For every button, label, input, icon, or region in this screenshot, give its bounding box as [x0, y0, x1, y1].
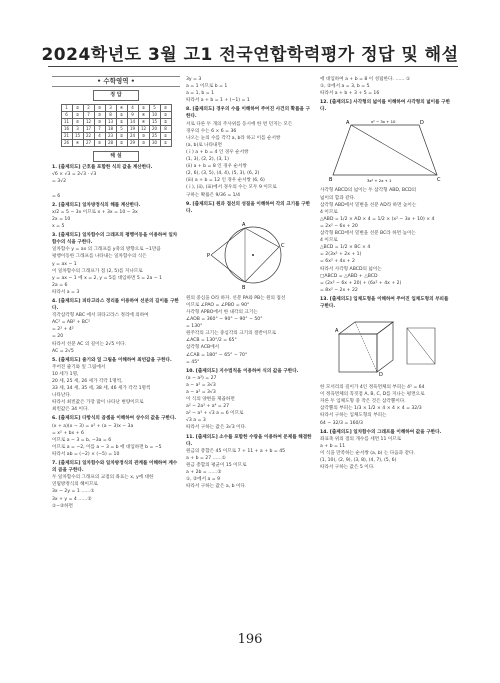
- solution-line: = 130°: [186, 324, 203, 330]
- solution-line: 따라서 구하는 값은 5 이다.: [320, 465, 375, 471]
- column-3: [320, 76, 452, 471]
- answer-number: 8: [105, 112, 116, 119]
- answer-value: ④: [116, 105, 127, 112]
- problem-heading: 5. [출제의도] 줄기와 잎 그림을 이해하여 최빈값을 구한다.: [52, 357, 172, 363]
- solution-line: (ii) a + b = 8 인 경우 순서쌍: [186, 164, 247, 170]
- answer-number: 12: [83, 119, 94, 126]
- problem-heading: 8. [출제의도] 경우의 수를 이해하여 주어진 사건의 확률을 구한다.: [186, 107, 311, 120]
- solution-line: 33 세, 34 세, 35 세, 38 세, 46 세가 각각 1명씩: [52, 386, 151, 392]
- solution-line: 삼각형 ACB에서: [186, 345, 220, 351]
- solution-line: □ABCD = △ABD + △BCD: [320, 273, 378, 279]
- explanation-box-label: 해 설: [93, 151, 139, 162]
- solution-line: 한 모서리의 길이가 4인 정육면체의 부피는 4³ = 64: [320, 385, 425, 391]
- solution-line: x/2 = 5 − 3x 이므로 x + 3x = 10 − 3x: [52, 209, 138, 215]
- answer-value: ①: [160, 133, 171, 140]
- solution-line: 연립방정식의 해이므로: [52, 482, 98, 488]
- title-rule: [48, 66, 458, 67]
- solution-line: [52, 186, 180, 193]
- solution-line: 원금의 총합은 45 이므로 7 + 11 + a + b = 45: [186, 448, 286, 454]
- solution-line: 삼각형 BCD에서 밑변을 선분 BC라 하면 높이는: [320, 231, 416, 237]
- answer-value: ③: [138, 133, 149, 140]
- problem-heading: 14. [출제의도] 일차함수의 그래프를 이해하여 값을 구한다.: [320, 429, 442, 435]
- answer-number: 17: [83, 126, 94, 133]
- answer-number: 5: [149, 105, 160, 112]
- solution-line: a = 1 이므로 b = 1: [186, 84, 228, 90]
- solution-line: 이 식의 양변을 제곱하면: [186, 397, 235, 403]
- answer-number: 4: [127, 105, 138, 112]
- solution-line: a = 1, b = 1: [186, 91, 215, 97]
- column-2: [186, 76, 314, 490]
- solution-line: 서로 다른 두 개의 주사위를 동시에 한 번 던지는 모든: [186, 121, 293, 127]
- solution-line: (a, b)로 나타내면: [186, 142, 222, 148]
- solution-line: 2x = 10: [52, 216, 71, 222]
- solution-line: (iii) a + b = 12 인 경우 순서쌍 (6, 6): [186, 178, 265, 184]
- answer-row: [61, 133, 171, 140]
- page-number: 196: [237, 632, 263, 647]
- solution-line: 이므로 a − 3 = b, −3a = 6: [52, 437, 112, 443]
- solution-line: 직각삼각형 ABC 에서 피타고라스 정리에 의하여: [52, 313, 149, 319]
- solution-line: = 6x² + 4x + 2: [320, 259, 355, 265]
- problem-heading: 7. [출제의도] 일차함수와 일차방정식의 관계를 이해하여 계수의 곱을 구한다.: [52, 461, 178, 474]
- solution-line: 2a = 6: [52, 282, 68, 288]
- solution-line: a² − a³ + √3 a = 6 이므로: [186, 411, 244, 417]
- solution-line: 평행이동한 그래프를 나타내는 일차함수의 식은: [52, 254, 147, 260]
- answer-number: 13: [105, 119, 116, 126]
- solution-line: 원주각의 크기는 중심각의 크기의 절반이므로: [186, 331, 277, 337]
- answer-table: [61, 104, 172, 147]
- answer-row: [61, 105, 171, 112]
- solution-line: √3 a = 3: [186, 418, 206, 424]
- answer-value: 8: [160, 126, 171, 133]
- solution-line: 따라서 구하는 값은 3√3 이다.: [186, 425, 247, 431]
- solution-line: a − a² = 3√3: [186, 390, 216, 395]
- answer-value: 15: [72, 133, 83, 140]
- svg-text:x² − 3x + 10: x² − 3x + 10: [371, 119, 396, 125]
- solution-line: 따라서 구하는 값은 a, b 이다.: [186, 484, 247, 490]
- problem-heading: 12. [출제의도] 사각형의 넓이를 이해하여 사각형의 넓이를 구한다.: [320, 100, 451, 113]
- solution-line: ∠AOB = 360° − 90° − 90° − 50°: [186, 317, 263, 323]
- solution-line: 자른 두 입체도형 중 작은 것은 삼각뿔이다.: [320, 399, 406, 405]
- solution-line: 사각형 ABCD의 넓이는 두 삼각형 ABD, BCD의: [320, 188, 417, 194]
- solution-line: 따라서 사각형 ABCD의 넓이는: [320, 266, 382, 272]
- svg-text:D: D: [420, 120, 424, 127]
- solution-line: 사각형 APBO에서 한 내각의 크기는: [186, 309, 258, 315]
- solution-line: 따라서 ab = (−2) × (−5) = 10: [52, 451, 120, 457]
- svg-text:A: A: [346, 120, 350, 127]
- answer-value: ④: [72, 140, 83, 147]
- solution-line: a² − 2a³ + a⁴ = 27: [186, 404, 230, 410]
- svg-text:D: D: [379, 372, 383, 379]
- section-header: • 수학영역 •: [52, 76, 180, 87]
- solution-line: = 2(3x² + 2x + 1): [320, 252, 362, 258]
- solution-line: 경우의 수는 6 × 6 = 36: [186, 128, 237, 134]
- solution-line: 최빈값은 34 이다.: [52, 407, 89, 413]
- answer-value: ①: [116, 119, 127, 126]
- solution-line: 20 세, 25 세, 26 세가 각각 1명씩,: [52, 379, 123, 384]
- answer-value: ①: [138, 105, 149, 112]
- solution-line: 넓이의 합과 같다.: [320, 195, 356, 201]
- problem-heading: 10. [출제의도] 지수법칙을 이용하여 식의 값을 구한다.: [186, 368, 299, 374]
- solution-line: △BCD = 1/2 × BC × 4: [320, 245, 371, 251]
- solution-line: = 8x² − 2x + 22: [320, 287, 358, 293]
- answer-number: 19: [127, 126, 138, 133]
- solution-line: 원금 총합의 평균이 15 이므로: [186, 462, 247, 468]
- answer-number: 6: [61, 112, 72, 119]
- svg-text:C: C: [437, 177, 441, 184]
- answer-value: 7: [94, 126, 105, 133]
- page-title: 2024학년도 3월 고1 전국연합학력평가 정답 및 해설: [41, 45, 459, 65]
- solution-line: 주어진 줄기와 잎 그림에서: [52, 364, 106, 370]
- solution-line: (a − a²) = 27: [186, 375, 217, 381]
- solution-line: 두 일차함수의 그래프의 교점의 좌표는 x, y에 대한: [52, 475, 154, 481]
- svg-text:B: B: [242, 284, 246, 291]
- solution-line: AC² = AB² + BC²: [52, 320, 90, 326]
- answer-value: ⑤: [94, 140, 105, 147]
- solution-line: (2, 6), (3, 5), (4, 4), (5, 3), (6, 2): [186, 171, 260, 177]
- answer-number: 22: [83, 133, 94, 140]
- answer-number: 30: [149, 140, 160, 147]
- answer-row: [61, 140, 171, 147]
- answer-value: ③: [94, 112, 105, 119]
- svg-text:A: A: [335, 328, 339, 335]
- solution-line: √6 × √3 = 2√3 · √3: [52, 172, 97, 178]
- answer-value: ④: [138, 112, 149, 119]
- solution-line: 3x − 2y = 1 ……①: [52, 489, 95, 495]
- solution-line: ①−②하면: [52, 503, 73, 509]
- solution-line: 이 정육면체의 꼭짓점 A, B, C, D를 지나는 평면으로: [320, 392, 425, 398]
- answer-box-label: 정 답: [93, 90, 139, 101]
- solution-line: = 6: [52, 193, 61, 199]
- answer-value: ②: [72, 112, 83, 119]
- answer-number: 9: [127, 112, 138, 119]
- answer-value: ⑤: [160, 105, 171, 112]
- solution-line: 구하는 확률은 9/36 = 1/4: [186, 192, 241, 198]
- solution-line: 따라서 a + b = 1 + (−1) = 1: [186, 98, 250, 104]
- answer-value: ④: [138, 119, 149, 126]
- solution-line: 따라서 구하는 입체도형의 부피는: [320, 413, 387, 419]
- solution-line: y = ax − 1 에 x = 2, y = 5를 대입하면 5 = 2a − 1: [52, 275, 163, 281]
- answer-number: 26: [61, 140, 72, 147]
- answer-value: 5: [116, 126, 127, 133]
- answer-value: ②: [116, 133, 127, 140]
- answer-number: 21: [61, 133, 72, 140]
- solution-line: 나오는 눈의 수를 각각 a, b라 하고 이를 순서쌍: [186, 135, 281, 141]
- solution-line: 이 일차함수의 그래프가 점 (2, 5)를 지나므로: [52, 268, 143, 274]
- solution-line: △ABD = 1/2 × AD × 4 = 1/2 × (x² − 3x + 10) × 4: [320, 216, 435, 222]
- answer-number: 10: [149, 112, 160, 119]
- answer-value: ②: [72, 105, 83, 112]
- solution-line: (1, 3), (2, 2), (3, 1): [186, 157, 229, 163]
- answer-number: 14: [127, 119, 138, 126]
- solution-line: 일차함수 y = ax 의 그래프를 y축의 방향으로 −1만큼: [52, 247, 161, 253]
- answer-number: 18: [105, 126, 116, 133]
- answer-number: 24: [127, 133, 138, 140]
- answer-value: ①: [116, 112, 127, 119]
- trapezoid-figure: [327, 117, 445, 183]
- answer-number: 20: [149, 126, 160, 133]
- problem-heading: 2. [출제의도] 일차방정식의 해를 계산한다.: [52, 202, 141, 208]
- solution-line: a + b = 11: [320, 443, 346, 449]
- circle-tangent-figure: [205, 219, 295, 291]
- solution-line: ∠ACB = 130°/2 = 65°: [186, 338, 237, 344]
- solution-line: (x + a)(x − 3) = x² + (a − 3)x − 3a: [52, 423, 134, 429]
- answer-number: 29: [127, 140, 138, 147]
- solution-line: 이므로 a = −2, 이를 a − 3 = b 에 대입하면 b = −5: [52, 444, 162, 450]
- answer-number: 28: [105, 140, 116, 147]
- solution-line: = 45°: [186, 359, 200, 365]
- answer-row: [61, 119, 171, 126]
- column-2-content: [186, 76, 314, 490]
- solution-line: 삼각형 ABD에서 밑변을 선분 AD라 하면 높이는: [320, 202, 417, 208]
- answer-value: ②: [160, 112, 171, 119]
- answer-value: ②: [116, 140, 127, 147]
- column-1: [52, 76, 180, 510]
- answer-number: 23: [105, 133, 116, 140]
- solution-line: 따라서 a = 3: [52, 289, 80, 295]
- solution-line: 10 세가 1명,: [52, 371, 79, 377]
- solution-line: = x² + bx + 6: [52, 430, 84, 436]
- solution-line: ( i ), (ii), (iii)에서 경우의 수는 모두 9 이므로: [186, 185, 277, 191]
- solution-line: 3x + y = 4 ……②: [52, 496, 92, 502]
- answer-number: 2: [83, 105, 94, 112]
- solution-line: 따라서 a + b + 3 + 5 = 16: [320, 91, 380, 97]
- problem-heading: 6. [출제의도] 다항식의 곱셈을 이해하여 상수의 값을 구한다.: [52, 416, 177, 422]
- solution-line: 64 − 32/3 = 160/3: [320, 420, 363, 426]
- problem-heading: 13. [출제의도] 입체도형을 이해하여 주어진 입체도형의 부피를 구한다.: [320, 296, 449, 309]
- svg-text:C: C: [281, 242, 285, 249]
- answer-number: 11: [61, 119, 72, 126]
- answer-number: 3: [105, 105, 116, 112]
- problem-heading: 9. [출제의도] 원과 접선의 성질을 이해하여 각의 크기를 구한다.: [186, 201, 311, 214]
- answer-value: 3: [72, 126, 83, 133]
- solution-line: 원의 중심을 O라 하자. 선분 PA와 PB는 원의 접선: [186, 295, 286, 301]
- answer-number: 27: [83, 140, 94, 147]
- column-3-content: [320, 76, 452, 471]
- solution-line: = 20: [52, 334, 64, 340]
- solution-line: = 3√2: [52, 179, 67, 185]
- solution-line: a + 2b = ……②: [186, 470, 222, 476]
- solution-line: ∠CAB = 180° − 65° − 70°: [186, 352, 248, 358]
- solution-line: ( i ) a + b = 4 인 경우 순서쌍: [186, 149, 249, 155]
- solution-line: 좌표축 위의 점의 개수를 세면 11 이므로: [320, 436, 402, 442]
- answer-value: ⑤: [72, 119, 83, 126]
- answer-value: ③: [138, 140, 149, 147]
- answer-row: [61, 112, 171, 119]
- cube-figure: [327, 314, 445, 380]
- svg-text:3x² + 2x + 1: 3x² + 2x + 1: [367, 178, 392, 184]
- answer-value: 4: [94, 133, 105, 140]
- solution-line: (1, 10), (2, 9), (3, 8), (4, 7), (5, 6): [320, 458, 397, 463]
- svg-text:B: B: [329, 177, 333, 184]
- solution-line: AC = 2√5: [52, 348, 74, 354]
- solution-line: ①, ②에서 a = 3, b = 5: [320, 84, 370, 90]
- problem-heading: 11. [출제의도] 소수를 포함한 수량을 이용하여 문제를 해결한다.: [186, 434, 312, 447]
- solution-line: = 2² + 4²: [52, 327, 74, 333]
- answer-number: 15: [149, 119, 160, 126]
- column-1-content: [52, 164, 180, 509]
- answer-number: 1: [61, 105, 72, 112]
- solution-line: 삼각뿔의 부피는 1/3 × 1/2 × 4 × 4 × 4 = 32/3: [320, 406, 422, 412]
- svg-text:A: A: [242, 221, 246, 228]
- solution-line: y = ax − 1: [52, 261, 77, 267]
- answer-value: ③: [94, 105, 105, 112]
- answer-number: 25: [149, 133, 160, 140]
- answer-value: ③: [94, 119, 105, 126]
- solution-line: x = 5: [52, 224, 65, 230]
- solution-line: 나타난다.: [52, 393, 72, 399]
- solution-line: = (2x² − 6x + 20) + (6x² + 4x + 2): [320, 280, 402, 286]
- solution-line: 에 대입하여 a + b = 8 이 성립한다. …… ①: [320, 77, 411, 82]
- problem-heading: 4. [출제의도] 피타고라스 정리를 이용하여 선분의 길이를 구한다.: [52, 298, 179, 312]
- solution-line: 따라서 선분 AC 의 길이는 2√5 이다.: [52, 341, 127, 347]
- solution-line: 4 이므로: [320, 209, 338, 215]
- answer-value: ①: [160, 140, 171, 147]
- solution-line: = 2x² − 6x + 20: [320, 223, 358, 229]
- answer-value: ②: [160, 119, 171, 126]
- solution-line: 3y = 3: [186, 77, 202, 82]
- problem-heading: 1. [출제의도] 근호를 포함한 식의 값을 계산한다.: [52, 165, 153, 171]
- solution-line: a − a² = 3√3: [186, 382, 216, 388]
- solution-line: 4 이므로: [320, 238, 338, 244]
- answer-number: 7: [83, 112, 94, 119]
- solution-line: ①, ②에서 a = 9: [186, 477, 220, 483]
- problem-heading: 3. [출제의도] 일차함수의 그래프의 평행이동을 이용하여 일차함수의 식을 구한다.: [52, 233, 178, 246]
- solution-line: 이므로 ∠PAO = ∠PBO = 90°: [186, 302, 250, 308]
- solution-line: a + b = 27 ……①: [186, 455, 226, 461]
- solution-line: 따라서 최빈값은 가장 많이 나타난 변량이므로: [52, 400, 144, 406]
- svg-text:P: P: [207, 252, 211, 259]
- answer-value: 12: [138, 126, 149, 133]
- solution-line: 이 식을 만족하는 순서쌍 (a, b) 는 다음과 같다.: [320, 450, 415, 456]
- answer-row: [61, 126, 171, 133]
- answer-number: 16: [61, 126, 72, 133]
